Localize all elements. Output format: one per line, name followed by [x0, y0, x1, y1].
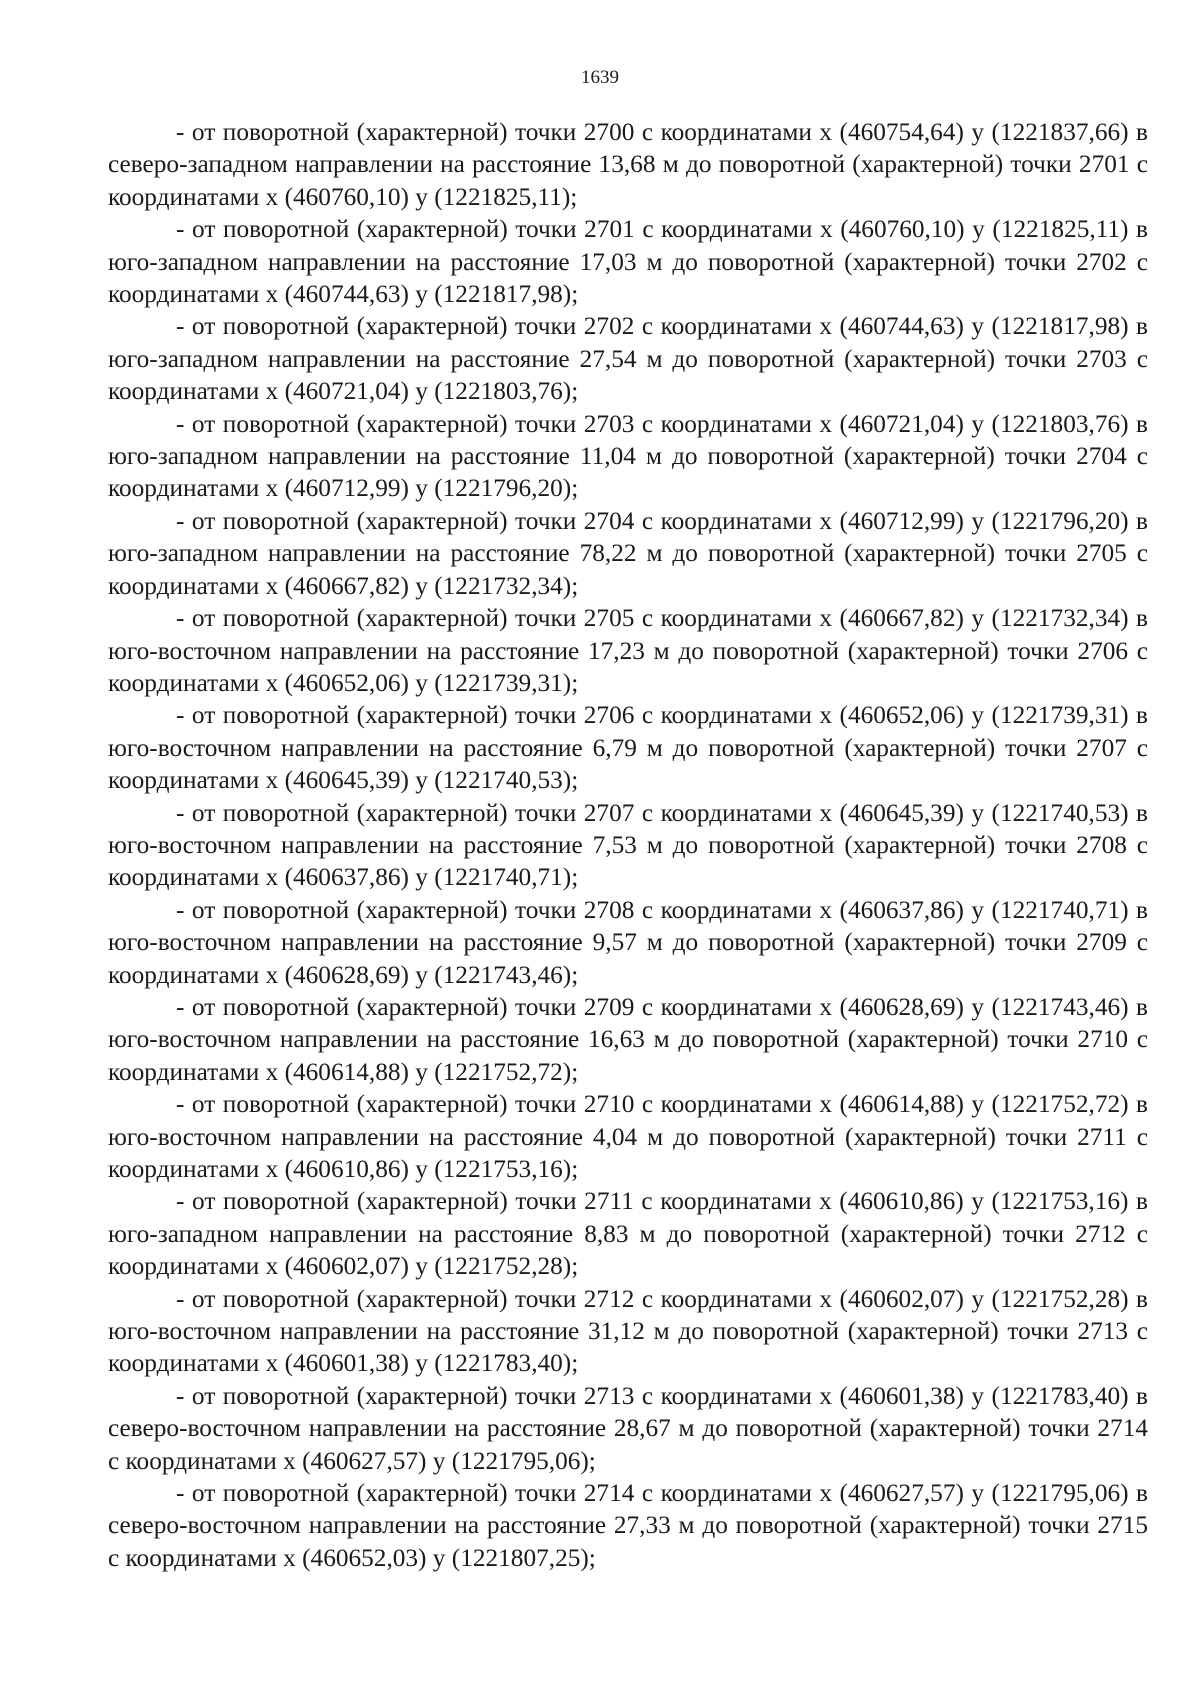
paragraph-segment-2713-2714: - от поворотной (характерной) точки 2713 с координатами х (460601,38) у (1221783,40) в северо-восточном направлении на расстояние 28,67 м до поворотной (характерной) точки 2714 с координатами х (460627,57) у (1221795,06);	[108, 1381, 1148, 1475]
paragraph-segment-2712-2713: - от поворотной (характерной) точки 2712 с координатами х (460602,07) у (1221752,28) в юго-восточном направлении на расстояние 31,12 м до поворотной (характерной) точки 2713 с координатами х (460601,38) у (1221783,40);	[108, 1284, 1148, 1378]
paragraph-segment-2700-2701: - от поворотной (характерной) точки 2700 с координатами х (460754,64) у (1221837,66) в северо-западном направлении на расстояние 13,68 м до поворотной (характерной) точки 2701 с координатами х (460760,10) у (1221825,11);	[108, 118, 1148, 211]
paragraph-segment-2707-2708: - от поворотной (характерной) точки 2707 с координатами х (460645,39) у (1221740,53) в юго-восточном направлении на расстояние 7,53 м до поворотной (характерной) точки 2708 с координатами х (460637,86) у (1221740,71);	[108, 798, 1148, 892]
page-number: 1639	[581, 67, 619, 88]
paragraph-segment-2709-2710: - от поворотной (характерной) точки 2709 с координатами х (460628,69) у (1221743,46) в юго-восточном направлении на расстояние 16,63 м до поворотной (характерной) точки 2710 с координатами х (460614,88) у (1221752,72);	[108, 992, 1148, 1086]
paragraph-segment-2711-2712: - от поворотной (характерной) точки 2711 с координатами х (460610,86) у (1221753,16) в юго-западном направлении на расстояние 8,83 м до поворотной (характерной) точки 2712 с координатами х (460602,07) у (1221752,28);	[108, 1187, 1148, 1281]
paragraph-segment-2710-2711: - от поворотной (характерной) точки 2710 с координатами х (460614,88) у (1221752,72) в юго-восточном направлении на расстояние 4,04 м до поворотной (характерной) точки 2711 с координатами х (460610,86) у (1221753,16);	[108, 1090, 1148, 1183]
paragraph-segment-2708-2709: - от поворотной (характерной) точки 2708 с координатами х (460637,86) у (1221740,71) в юго-восточном направлении на расстояние 9,57 м до поворотной (характерной) точки 2709 с координатами х (460628,69) у (1221743,46);	[108, 895, 1148, 989]
paragraph-segment-2702-2703: - от поворотной (характерной) точки 2702 с координатами х (460744,63) у (1221817,98) в юго-западном направлении на расстояние 27,54 м до поворотной (характерной) точки 2703 с координатами х (460721,04) у (1221803,76);	[108, 312, 1148, 406]
paragraph-segment-2705-2706: - от поворотной (характерной) точки 2705 с координатами х (460667,82) у (1221732,34) в юго-восточном направлении на расстояние 17,23 м до поворотной (характерной) точки 2706 с координатами х (460652,06) у (1221739,31);	[108, 604, 1148, 697]
paragraph-segment-2701-2702: - от поворотной (характерной) точки 2701 с координатами х (460760,10) у (1221825,11) в юго-западном направлении на расстояние 17,03 м до поворотной (характерной) точки 2702 с координатами х (460744,63) у (1221817,98);	[108, 215, 1148, 309]
paragraph-segment-2714-2715: - от поворотной (характерной) точки 2714 с координатами х (460627,57) у (1221795,06) в северо-восточном направлении на расстояние 27,33 м до поворотной (характерной) точки 2715 с координатами х (460652,03) у (1221807,25);	[108, 1479, 1148, 1572]
paragraph-segment-2703-2704: - от поворотной (характерной) точки 2703 с координатами х (460721,04) у (1221803,76) в юго-западном направлении на расстояние 11,04 м до поворотной (характерной) точки 2704 с координатами х (460712,99) у (1221796,20);	[108, 409, 1148, 503]
paragraph-segment-2706-2707: - от поворотной (характерной) точки 2706 с координатами х (460652,06) у (1221739,31) в юго-восточном направлении на расстояние 6,79 м до поворотной (характерной) точки 2707 с координатами х (460645,39) у (1221740,53);	[108, 701, 1148, 795]
document-body	[108, 116, 1148, 1574]
paragraph-segment-2704-2705: - от поворотной (характерной) точки 2704 с координатами х (460712,99) у (1221796,20) в юго-западном направлении на расстояние 78,22 м до поворотной (характерной) точки 2705 с координатами х (460667,82) у (1221732,34);	[108, 506, 1148, 600]
